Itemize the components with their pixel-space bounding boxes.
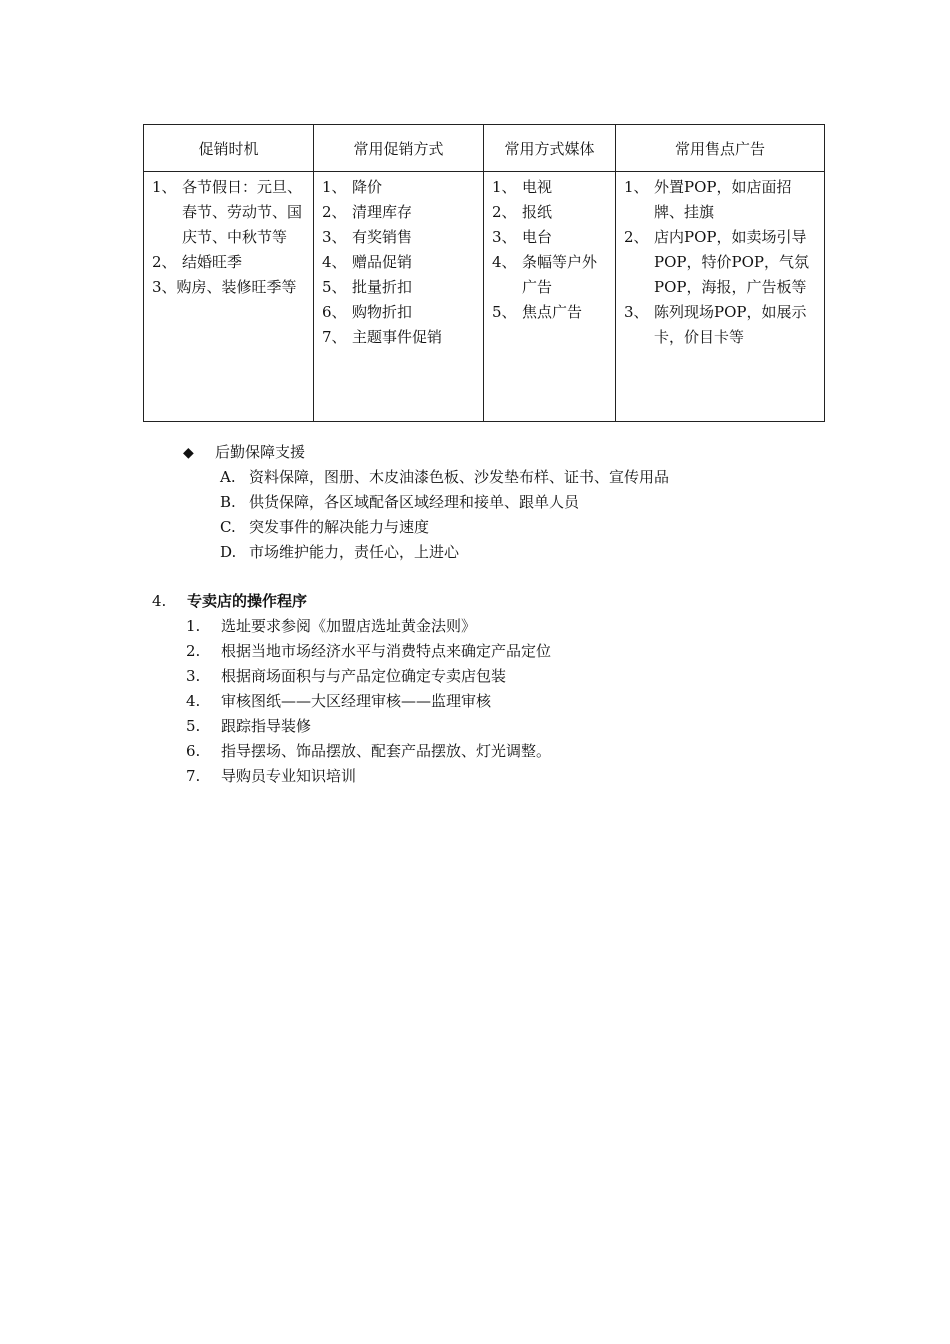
list-item: 4、 条幅等户外广告 xyxy=(492,253,598,296)
list-item: 1、 降价 xyxy=(322,178,383,196)
list-item: 5、 批量折扣 xyxy=(322,278,413,296)
list-item: 1、 外置POP，如店面招牌、挂旗 xyxy=(624,178,792,221)
list-item: 7. 导购员专业知识培训 xyxy=(186,767,357,785)
list-item: 2、 清理库存 xyxy=(322,203,413,221)
diamond-bullet-icon: ◆ xyxy=(183,445,194,461)
list-item: 4. 审核图纸——大区经理审核——监理审核 xyxy=(186,692,492,710)
logistics-title: 后勤保障支援 xyxy=(215,443,306,461)
section-number: 4. xyxy=(152,592,167,610)
header-promo-timing: 促销时机 xyxy=(144,125,314,172)
logistics-list xyxy=(220,465,669,565)
list-item: 4、 赠品促销 xyxy=(322,253,413,271)
table-row xyxy=(144,172,825,422)
list-item: A. 资料保障，图册、木皮油漆色板、沙发垫布样、证书、宣传用品 xyxy=(220,468,670,486)
list-item: 2、 店内POP，如卖场引导POP，特价POP，气氛POP，海报，广告板等 xyxy=(624,228,809,296)
list-item: 6、 购物折扣 xyxy=(322,303,413,321)
list-item: D. 市场维护能力，责任心，上进心 xyxy=(220,543,460,561)
header-media: 常用方式媒体 xyxy=(484,125,616,172)
section-4-list xyxy=(186,614,551,789)
list-item: 3、 陈列现场POP，如展示卡，价目卡等 xyxy=(624,303,807,346)
table-header-row xyxy=(144,125,825,172)
list-item: 1、 各节假日：元旦、春节、劳动节、国庆节、中秋节等 xyxy=(152,178,303,246)
list-item: 1. 选址要求参阅《加盟店选址黄金法则》 xyxy=(186,617,477,635)
list-item: 3、 电台 xyxy=(492,228,553,246)
cell-promo-methods xyxy=(314,172,484,422)
list-item: 3. 根据商场面积与与产品定位确定专卖店包装 xyxy=(186,667,507,685)
section-title: 专卖店的操作程序 xyxy=(187,592,308,610)
list-item: 6. 指导摆场、饰品摆放、配套产品摆放、灯光调整。 xyxy=(186,742,552,760)
list-item: 3、 有奖销售 xyxy=(322,228,413,246)
cell-media xyxy=(484,172,616,422)
header-pos-ads: 常用售点广告 xyxy=(616,125,825,172)
list-item: 2、 报纸 xyxy=(492,203,553,221)
list-item: 5. 跟踪指导装修 xyxy=(186,717,312,735)
list-item: C. 突发事件的解决能力与速度 xyxy=(220,518,430,536)
list-item: 5、 焦点广告 xyxy=(492,303,583,321)
cell-pos-ads xyxy=(616,172,825,422)
section-4-heading xyxy=(152,589,307,614)
list-item: 7、 主题事件促销 xyxy=(322,328,443,346)
list-item: B. 供货保障，各区域配备区域经理和接单、跟单人员 xyxy=(220,493,580,511)
logistics-heading xyxy=(183,440,305,466)
header-promo-methods: 常用促销方式 xyxy=(314,125,484,172)
list-item: 2、 结婚旺季 xyxy=(152,253,243,271)
promotion-table xyxy=(143,124,825,422)
list-item: 2. 根据当地市场经济水平与消费特点来确定产品定位 xyxy=(186,642,552,660)
list-item: 1、 电视 xyxy=(492,178,553,196)
cell-promo-timing xyxy=(144,172,314,422)
list-item: 3、购房、装修旺季等 xyxy=(152,278,297,296)
